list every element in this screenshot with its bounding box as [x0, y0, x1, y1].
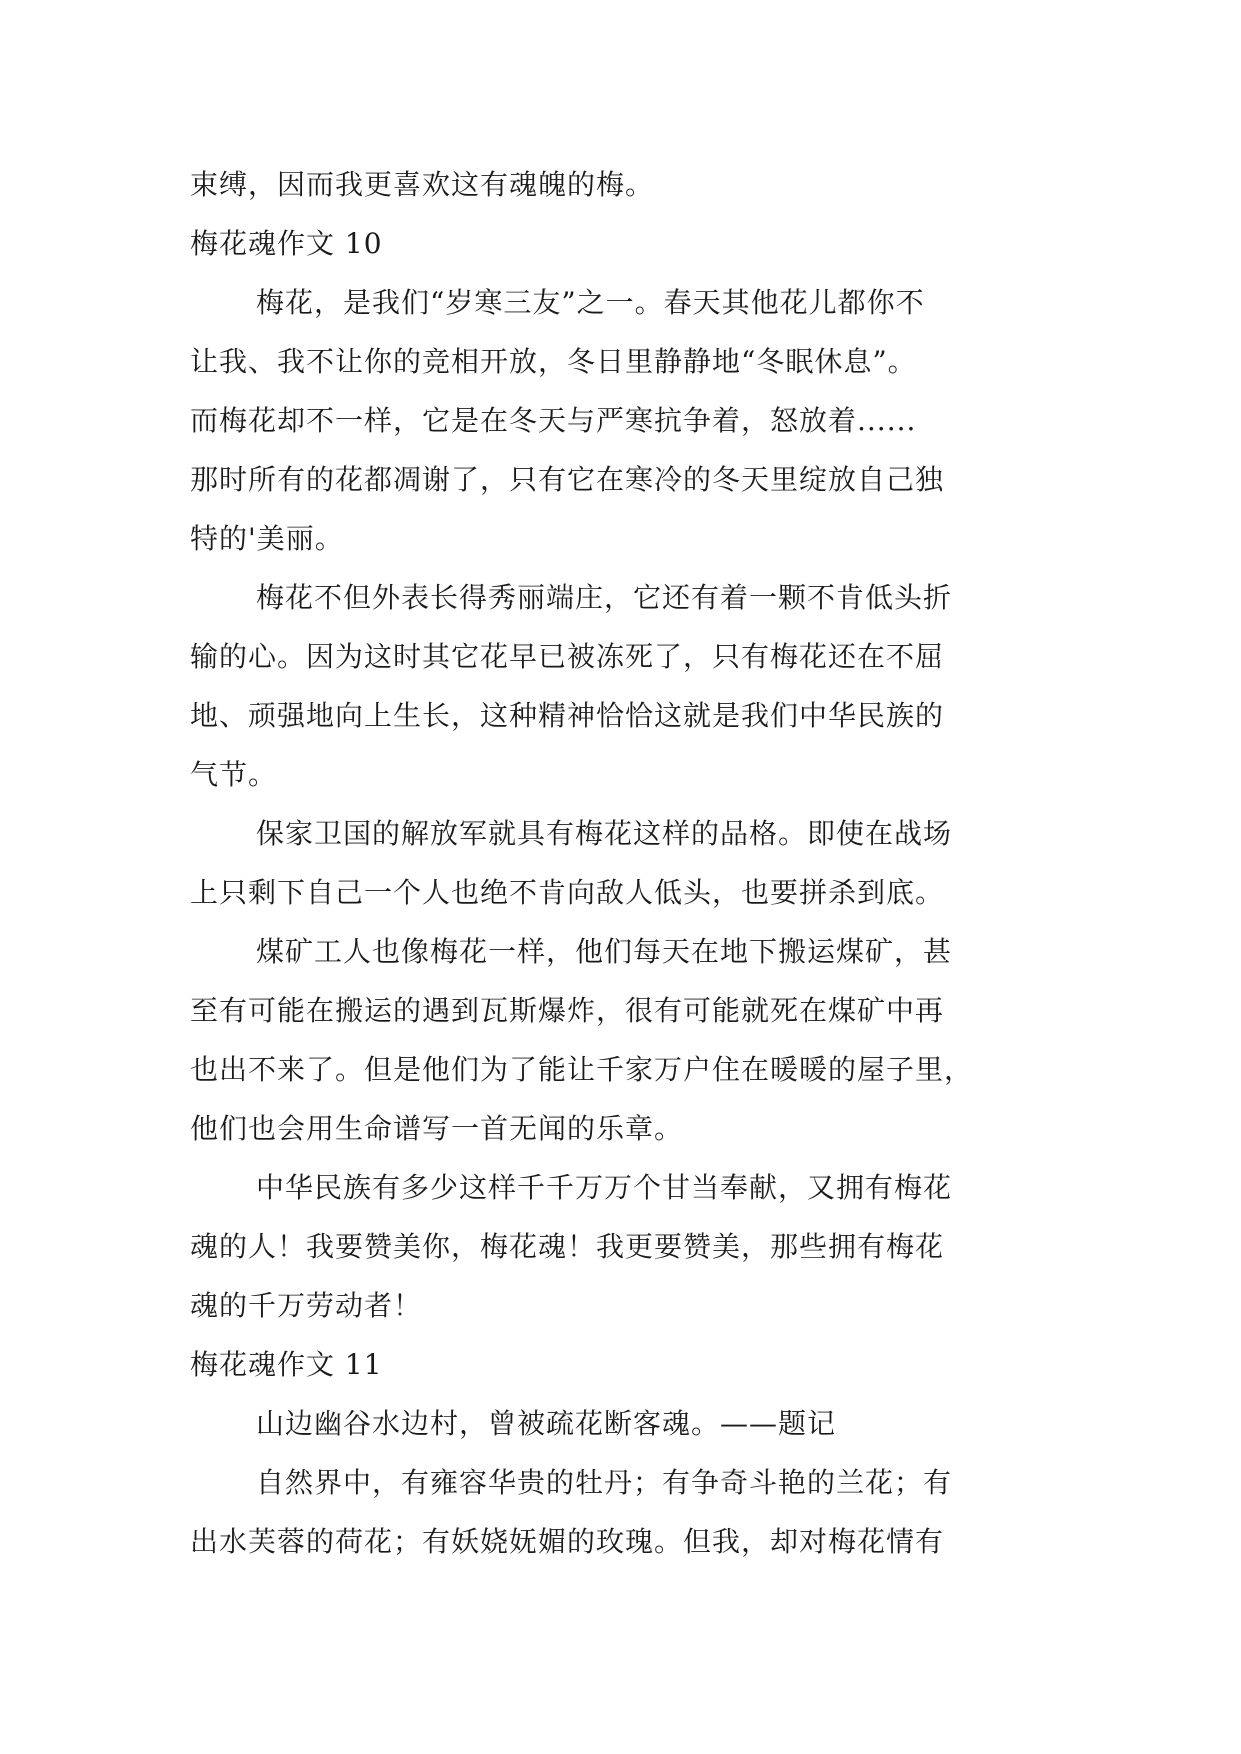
paragraph-line: 特的'美丽。 [190, 522, 344, 555]
paragraph-line: 魂的千万劳动者！ [190, 1289, 423, 1322]
paragraph-line: 中华民族有多少这样千千万万个甘当奉献，又拥有梅花 [256, 1171, 953, 1204]
paragraph-line: 自然界中，有雍容华贵的牡丹；有争奇斗艳的兰花；有 [256, 1466, 953, 1499]
paragraph-line: 也出不来了。但是他们为了能让千家万户住在暖暖的屋子里， [190, 1053, 974, 1086]
paragraph-line: 梅花，是我们“岁寒三友”之一。春天其他花儿都你不 [256, 286, 925, 319]
section-heading: 梅花魂作文 11 [190, 1348, 383, 1381]
document-page [190, 155, 1060, 1571]
epigraph-line: 山边幽谷水边村，曾被疏花断客魂。——题记 [256, 1407, 837, 1440]
paragraph-line: 让我、我不让你的竞相开放，冬日里静静地“冬眠休息”。 [190, 345, 917, 378]
paragraph-line: 上只剩下自己一个人也绝不肯向敌人低头，也要拼杀到底。 [190, 876, 945, 909]
paragraph-line: 煤矿工人也像梅花一样，他们每天在地下搬运煤矿，甚 [256, 935, 953, 968]
paragraph-line: 而梅花却不一样，它是在冬天与严寒抗争着，怒放着...... [190, 404, 917, 437]
paragraph-line: 保家卫国的解放军就具有梅花这样的品格。即使在战场 [256, 817, 953, 850]
paragraph-line: 梅花不但外表长得秀丽端庄，它还有着一颗不肯低头折 [256, 581, 953, 614]
paragraph-continuation-line: 束缚，因而我更喜欢这有魂魄的梅。 [190, 168, 655, 201]
paragraph-line: 输的心。因为这时其它花早已被冻死了，只有梅花还在不屈 [190, 640, 945, 673]
paragraph-line: 至有可能在搬运的遇到瓦斯爆炸，很有可能就死在煤矿中再 [190, 994, 945, 1027]
paragraph-line: 那时所有的花都凋谢了，只有它在寒冷的冬天里绽放自己独 [190, 463, 945, 496]
paragraph-line: 地、顽强地向上生长，这种精神恰恰这就是我们中华民族的 [190, 699, 945, 732]
section-heading: 梅花魂作文 10 [190, 227, 383, 260]
paragraph-line: 出水芙蓉的荷花；有妖娆妩媚的玫瑰。但我，却对梅花情有 [190, 1525, 945, 1558]
paragraph-line: 魂的人！我要赞美你，梅花魂！我更要赞美，那些拥有梅花 [190, 1230, 945, 1263]
paragraph-line: 气节。 [190, 758, 278, 791]
paragraph-line: 他们也会用生命谱写一首无闻的乐章。 [190, 1112, 684, 1145]
